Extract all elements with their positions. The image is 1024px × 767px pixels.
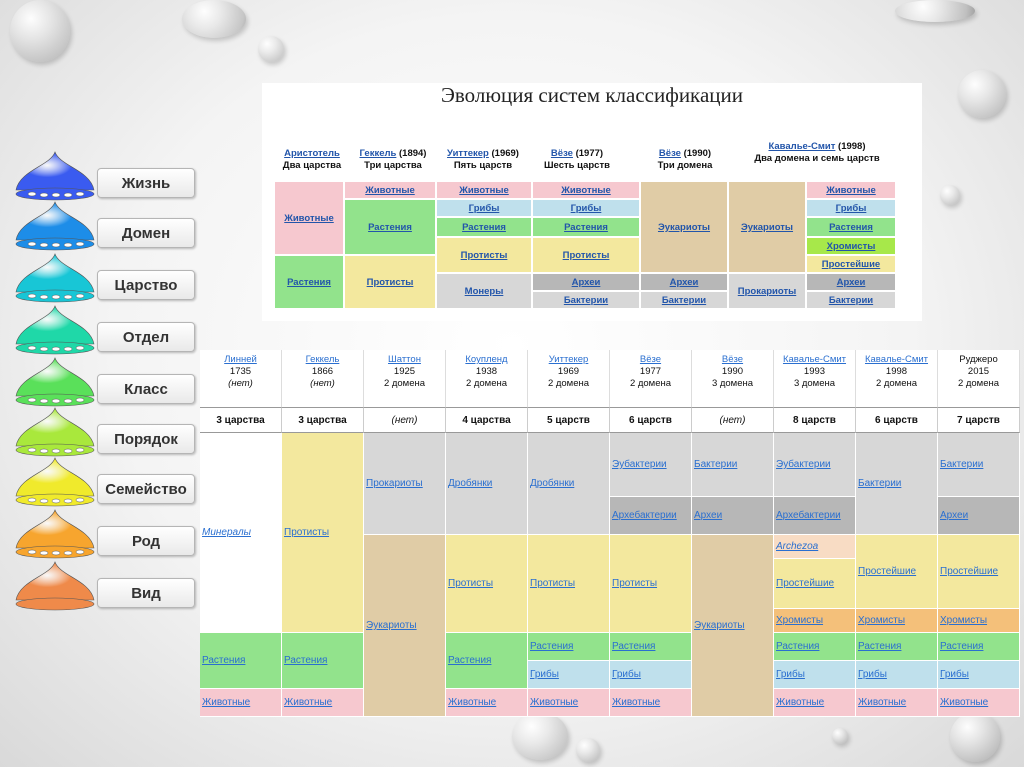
header-year: 1977: [639, 366, 662, 377]
author-link[interactable]: Линней: [224, 354, 257, 365]
level-label-species: Вид: [97, 578, 195, 608]
taxon-cell-archaebacteria[interactable]: Архебактерии: [610, 497, 692, 535]
taxon-cell-fungi[interactable]: Грибы: [610, 661, 692, 689]
taxon-cell-drobyanki[interactable]: Дробянки: [446, 433, 528, 535]
level-label-genus: Род: [97, 526, 195, 556]
panel-cell[interactable]: Протисты: [436, 237, 532, 273]
panel-cell[interactable]: Простейшие: [806, 255, 896, 273]
water-drop: [182, 0, 246, 38]
author-link[interactable]: Коупленд: [465, 354, 508, 365]
taxon-cell-plants[interactable]: Растения: [774, 633, 856, 661]
water-drop: [832, 728, 848, 744]
table-header: [282, 350, 364, 407]
panel-cell[interactable]: Археи: [532, 273, 640, 291]
panel-header: Аристотель Два царства: [282, 148, 342, 171]
taxon-cell-protists[interactable]: Протисты: [528, 535, 610, 633]
table-header: [528, 350, 610, 407]
panel-cell[interactable]: Растения: [806, 217, 896, 237]
taxon-cell-plants[interactable]: Растения: [200, 633, 282, 689]
kingdom-count: 5 царств: [528, 407, 610, 433]
author-link[interactable]: Вёзе: [721, 354, 744, 365]
panel-cell[interactable]: Археи: [640, 273, 728, 291]
taxon-cell-plants[interactable]: Растения: [446, 633, 528, 689]
panel-cell[interactable]: Животные: [274, 181, 344, 255]
taxon-cell-drobyanki[interactable]: Дробянки: [528, 433, 610, 535]
panel-header: Уиттекер (1969) Пять царств: [447, 148, 519, 171]
kingdom-count: 6 царств: [610, 407, 692, 433]
level-label-family: Семейство: [97, 474, 195, 504]
panel-cell[interactable]: Прокариоты: [728, 273, 806, 309]
taxon-cell-plants[interactable]: Растения: [282, 633, 364, 689]
water-drop: [895, 0, 975, 22]
header-domains: 2 домена: [875, 378, 918, 389]
panel-cell[interactable]: Животные: [532, 181, 640, 199]
taxon-cell-archaea[interactable]: Археи: [692, 497, 774, 535]
water-drop: [512, 712, 568, 760]
header-domains: 2 домена: [957, 378, 1000, 389]
table-header: [610, 350, 692, 407]
kingdom-count: 4 царства: [446, 407, 528, 433]
author-link[interactable]: Уиттекер: [548, 354, 589, 365]
panel-cell[interactable]: Растения: [344, 199, 436, 255]
panel-cell[interactable]: Бактерии: [532, 291, 640, 309]
taxon-cell-plants[interactable]: Растения: [528, 633, 610, 661]
taxon-cell-eukaryotes[interactable]: Эукариоты: [692, 535, 774, 717]
taxon-cell-archezoa[interactable]: Archezoa: [774, 535, 856, 559]
taxon-cell-protozoa[interactable]: Простейшие: [774, 559, 856, 609]
taxon-cell-chromista[interactable]: Хромисты: [774, 609, 856, 633]
panel-cell[interactable]: Эукариоты: [728, 181, 806, 273]
taxon-cell-eukaryotes[interactable]: Эукариоты: [364, 535, 446, 717]
kingdom-count: 7 царств: [938, 407, 1020, 433]
panel-cell[interactable]: Животные: [806, 181, 896, 199]
taxon-cell-fungi[interactable]: Грибы: [856, 661, 938, 689]
header-domains: 2 домена: [547, 378, 590, 389]
author-link[interactable]: Кавалье-Смит: [768, 141, 836, 152]
taxon-cell-archaebacteria[interactable]: Архебактерии: [774, 497, 856, 535]
taxon-cell-animals[interactable]: Животные: [774, 689, 856, 717]
header-year: 1866: [311, 366, 334, 377]
header-domains: (нет): [228, 378, 253, 389]
author-link[interactable]: Уиттекер: [447, 148, 489, 159]
panel-cell[interactable]: Бактерии: [640, 291, 728, 309]
panel-cell[interactable]: Животные: [344, 181, 436, 199]
panel-header: Геккель (1894) Три царства: [359, 148, 427, 171]
taxon-cell-prokaryotes[interactable]: Прокариоты: [364, 433, 446, 535]
header-domains: (нет): [310, 378, 335, 389]
taxon-cell-protozoa[interactable]: Простейшие: [856, 535, 938, 609]
water-drop: [950, 712, 1000, 762]
header-domains: 2 домена: [465, 378, 508, 389]
header-year: 1993: [803, 366, 826, 377]
taxon-cell-archaea[interactable]: Археи: [938, 497, 1020, 535]
taxon-cell-chromista[interactable]: Хромисты: [856, 609, 938, 633]
kingdom-count: (нет): [692, 407, 774, 433]
taxon-cell-fungi[interactable]: Грибы: [938, 661, 1020, 689]
panel-cell[interactable]: Грибы: [436, 199, 532, 217]
panel-cell[interactable]: Монеры: [436, 273, 532, 309]
author-link[interactable]: Вёзе: [639, 354, 662, 365]
header-year: 1938: [475, 366, 498, 377]
author-link[interactable]: Аристотель: [284, 148, 340, 159]
taxon-cell-plants[interactable]: Растения: [856, 633, 938, 661]
panel-cell[interactable]: Грибы: [532, 199, 640, 217]
panel-title: Эволюция систем классификации: [441, 83, 743, 107]
taxon-cell-bacteria[interactable]: Бактерии: [692, 433, 774, 497]
kingdom-count: 8 царств: [774, 407, 856, 433]
taxon-cell-protists[interactable]: Протисты: [282, 433, 364, 633]
taxon-cell-eubacteria[interactable]: Эубактерии: [610, 433, 692, 497]
header-year: 2015: [967, 366, 990, 377]
header-year: 1735: [229, 366, 252, 377]
water-drop: [258, 36, 284, 62]
taxon-cell-animals[interactable]: Животные: [200, 689, 282, 717]
table-header: [446, 350, 528, 407]
taxon-cell-bacteria[interactable]: Бактерии: [856, 433, 938, 535]
level-label-class: Класс: [97, 374, 195, 404]
taxon-cell-protists[interactable]: Протисты: [610, 535, 692, 633]
water-drop: [576, 738, 600, 762]
author-link[interactable]: Руджеро: [959, 354, 998, 365]
kingdom-count: 3 царства: [282, 407, 364, 433]
panel-cell[interactable]: Археи: [806, 273, 896, 291]
taxon-cell-fungi[interactable]: Грибы: [528, 661, 610, 689]
author-link[interactable]: Кавалье-Смит: [782, 354, 847, 365]
water-drop: [940, 185, 960, 205]
level-label-life: Жизнь: [97, 168, 195, 198]
water-drop: [10, 0, 70, 62]
author-link[interactable]: Кавалье-Смит: [864, 354, 929, 365]
author-link[interactable]: Шаттон: [388, 354, 421, 365]
panel-cell[interactable]: Растения: [436, 217, 532, 237]
table-header: [692, 350, 774, 407]
level-label-division: Отдел: [97, 322, 195, 352]
header-domains: 2 домена: [383, 378, 426, 389]
taxon-cell-eubacteria[interactable]: Эубактерии: [774, 433, 856, 497]
author-link[interactable]: Геккель: [305, 354, 340, 365]
taxon-cell-plants[interactable]: Растения: [938, 633, 1020, 661]
header-year: 1969: [557, 366, 580, 377]
panel-cell[interactable]: Протисты: [532, 237, 640, 273]
taxon-cell-bacteria[interactable]: Бактерии: [938, 433, 1020, 497]
author-link[interactable]: Вёзе: [550, 148, 573, 159]
panel-cell[interactable]: Бактерии: [806, 291, 896, 309]
classification-table: [200, 350, 1020, 717]
taxon-cell-protozoa[interactable]: Простейшие: [938, 535, 1020, 609]
header-domains: 3 домена: [711, 378, 754, 389]
kingdom-count: 3 царства: [200, 407, 282, 433]
taxon-cell-animals[interactable]: Животные: [610, 689, 692, 717]
taxon-cell-animals[interactable]: Животные: [938, 689, 1020, 717]
header-domains: 2 домена: [629, 378, 672, 389]
panel-cell[interactable]: Хромисты: [806, 237, 896, 255]
header-year: 1925: [393, 366, 416, 377]
panel-cell[interactable]: Протисты: [344, 255, 436, 309]
panel-cell[interactable]: Животные: [436, 181, 532, 199]
taxon-cell-animals[interactable]: Животные: [856, 689, 938, 717]
header-year: 1990: [721, 366, 744, 377]
taxon-cell-animals[interactable]: Животные: [528, 689, 610, 717]
header-domains: 3 домена: [793, 378, 836, 389]
taxon-cell-fungi[interactable]: Грибы: [774, 661, 856, 689]
table-header: [364, 350, 446, 407]
panel-header: Вёзе (1977) Шесть царств: [544, 148, 610, 171]
taxon-cell-minerals[interactable]: Минералы: [200, 433, 282, 633]
panel-cell[interactable]: Эукариоты: [640, 181, 728, 273]
panel-header: Вёзе (1990) Три домена: [657, 148, 713, 171]
header-year: 1998: [885, 366, 908, 377]
taxon-cell-plants[interactable]: Растения: [610, 633, 692, 661]
panel-cell[interactable]: Грибы: [806, 199, 896, 217]
table-header: [938, 350, 1020, 407]
author-link[interactable]: Вёзе: [658, 148, 681, 159]
taxon-cell-chromista[interactable]: Хромисты: [938, 609, 1020, 633]
author-link[interactable]: Геккель: [359, 148, 397, 159]
panel-header: Кавалье-Смит (1998) Два домена и семь царств: [754, 141, 880, 164]
kingdom-count: (нет): [364, 407, 446, 433]
table-header: [774, 350, 856, 407]
taxon-cell-animals[interactable]: Животные: [446, 689, 528, 717]
level-bell-icon: [10, 558, 110, 620]
kingdom-count: 6 царств: [856, 407, 938, 433]
taxon-cell-animals[interactable]: Животные: [282, 689, 364, 717]
water-drop: [958, 70, 1006, 118]
level-label-domain: Домен: [97, 218, 195, 248]
taxon-cell-protists[interactable]: Протисты: [446, 535, 528, 633]
classification-evolution-panel: [262, 83, 922, 321]
level-label-kingdom: Царство: [97, 270, 195, 300]
table-header: [200, 350, 282, 407]
panel-cell[interactable]: Растения: [532, 217, 640, 237]
level-label-order: Порядок: [97, 424, 195, 454]
table-header: [856, 350, 938, 407]
panel-cell[interactable]: Растения: [274, 255, 344, 309]
